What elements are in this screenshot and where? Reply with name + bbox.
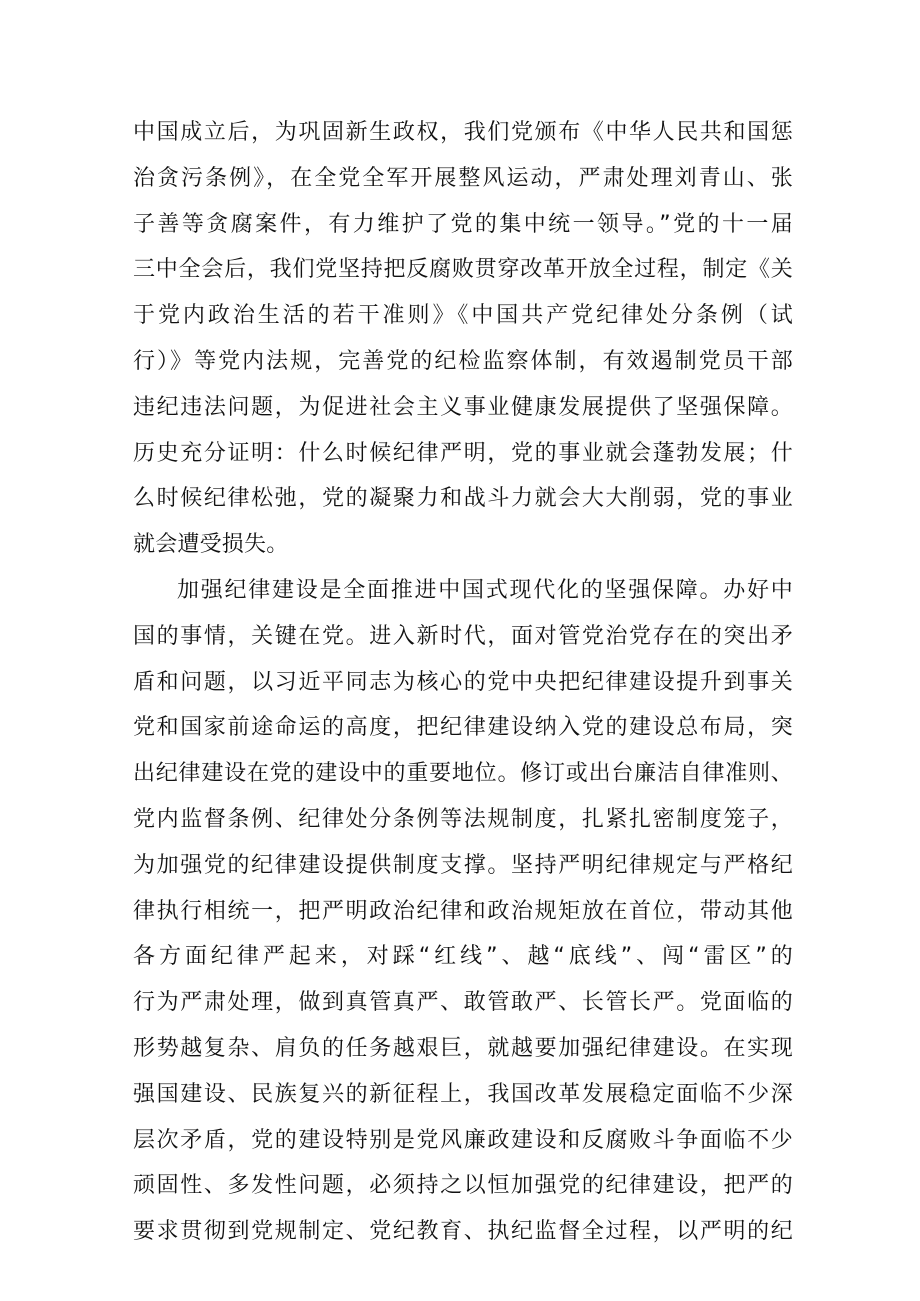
text-line: 为加强党的纪律建设提供制度支撑。坚持严明纪律规定与严格纪	[133, 852, 793, 878]
text-line: 三中全会后，我们党坚持把反腐败贯穿改革开放全过程，制定《关	[133, 257, 793, 283]
text-line: 行）》等党内法规，完善党的纪检监察体制，有效遏制党员干部	[133, 348, 793, 374]
paragraph-2	[133, 568, 793, 1255]
text-line: 于党内政治生活的若干准则》《中国共产党纪律处分条例（试	[133, 303, 793, 329]
text-line: 出纪律建设在党的建设中的重要地位。修订或出台廉洁自律准则、	[133, 761, 793, 787]
text-line: 治贪污条例》，在全党全军开展整风运动，严肃处理刘青山、张	[133, 165, 793, 191]
text-line: 加强纪律建设是全面推进中国式现代化的坚强保障。办好中	[177, 577, 793, 603]
text-line: 律执行相统一，把严明政治纪律和政治规矩放在首位，带动其他	[133, 898, 793, 924]
paragraph-1	[133, 110, 793, 568]
text-line: 形势越复杂、肩负的任务越艰巨，就越要加强纪律建设。在实现	[133, 1035, 793, 1061]
text-line: 盾和问题，以习近平同志为核心的党中央把纪律建设提升到事关	[133, 669, 793, 695]
text-line: 中国成立后，为巩固新生政权，我们党颁布《中华人民共和国惩	[133, 120, 793, 145]
text-line: 就会遭受损失。	[133, 532, 289, 558]
text-line: 党内监督条例、纪律处分条例等法规制度，扎紧扎密制度笼子，	[133, 806, 793, 832]
text-line: 各方面纪律严起来，对踩“红线”、越“底线”、闯“雷区”的	[133, 944, 793, 970]
text-line: 么时候纪律松弛，党的凝聚力和战斗力就会大大削弱，党的事业	[133, 486, 793, 512]
body-text	[133, 110, 793, 1255]
text-line: 行为严肃处理，做到真管真严、敢管敢严、长管长严。党面临的	[133, 990, 793, 1016]
text-line: 强国建设、民族复兴的新征程上，我国改革发展稳定面临不少深	[133, 1081, 793, 1107]
text-line: 顽固性、多发性问题，必须持之以恒加强党的纪律建设，把严的	[133, 1173, 793, 1199]
text-line: 要求贯彻到党规制定、党纪教育、执纪监督全过程，以严明的纪	[133, 1219, 793, 1245]
text-line: 历史充分证明：什么时候纪律严明，党的事业就会蓬勃发展；什	[133, 440, 793, 466]
text-line: 国的事情，关键在党。进入新时代，面对管党治党存在的突出矛	[133, 623, 793, 649]
text-line: 违纪违法问题，为促进社会主义事业健康发展提供了坚强保障。	[133, 394, 793, 420]
text-line: 子善等贪腐案件，有力维护了党的集中统一领导。”党的十一届	[133, 211, 793, 237]
text-line: 党和国家前途命运的高度，把纪律建设纳入党的建设总布局，突	[133, 715, 793, 741]
text-line: 层次矛盾，党的建设特别是党风廉政建设和反腐败斗争面临不少	[133, 1127, 793, 1153]
